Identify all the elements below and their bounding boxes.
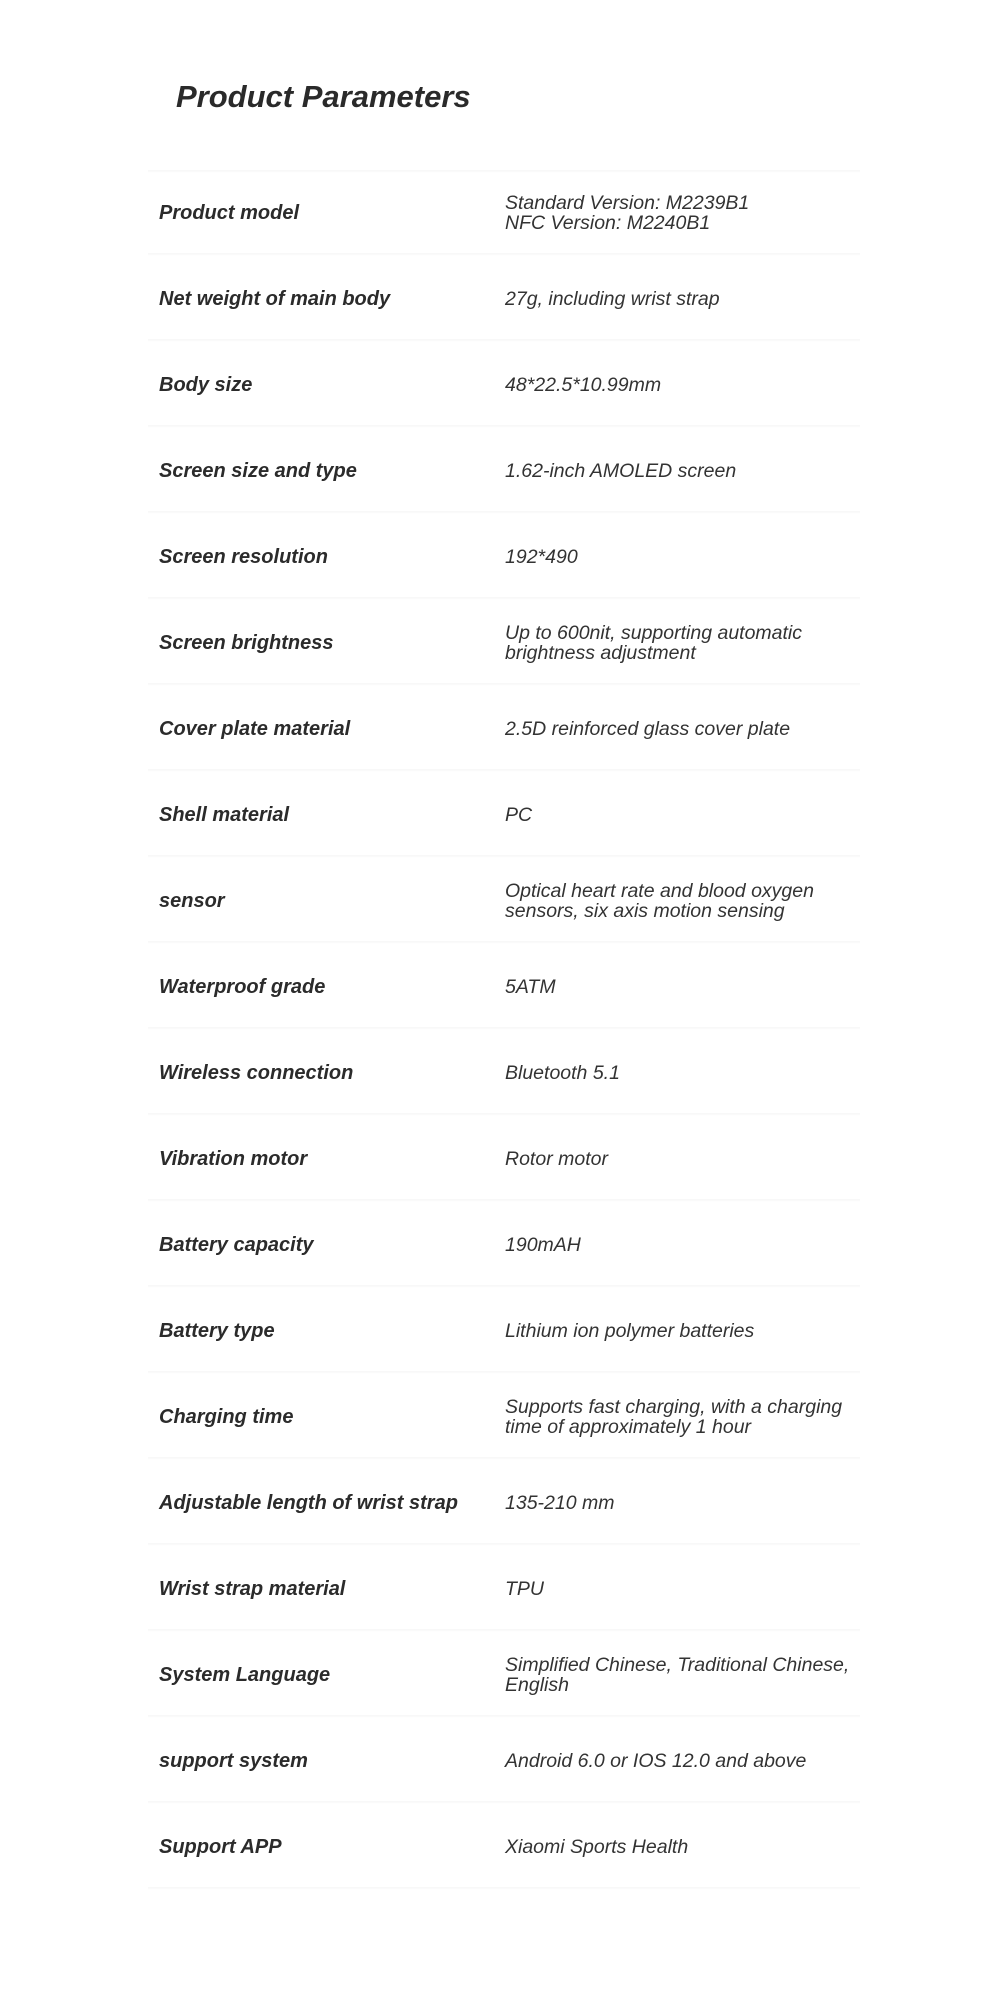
table-row — [148, 342, 860, 428]
table-row — [148, 686, 860, 772]
param-label: sensor — [159, 890, 225, 912]
param-value: PC — [505, 804, 533, 826]
table-row — [148, 170, 860, 256]
param-value: 1.62-inch AMOLED screen — [505, 460, 737, 482]
param-value: 27g, including wrist strap — [505, 288, 720, 310]
param-label: Screen resolution — [159, 546, 328, 568]
table-row — [148, 858, 860, 944]
param-value: Supports fast charging, with a charging time of approximately 1 hour — [505, 1396, 843, 1438]
param-value: TPU — [505, 1578, 544, 1600]
param-label: Waterproof grade — [159, 976, 326, 998]
param-label: Shell material — [159, 804, 290, 826]
param-value: Simplified Chinese, Traditional Chinese, English — [505, 1654, 850, 1696]
table-row — [148, 944, 860, 1030]
param-label: Support APP — [159, 1836, 282, 1858]
table-row — [148, 1202, 860, 1288]
param-value: 135-210 mm — [505, 1492, 615, 1514]
param-value: 192*490 — [505, 546, 578, 568]
table-row — [148, 1374, 860, 1460]
param-value: Lithium ion polymer batteries — [505, 1320, 755, 1342]
param-label: Body size — [159, 374, 253, 396]
param-value: 190mAH — [505, 1234, 581, 1256]
param-value: 2.5D reinforced glass cover plate — [505, 718, 791, 740]
table-row — [148, 1632, 860, 1718]
table-row — [148, 1116, 860, 1202]
table-row — [148, 1030, 860, 1116]
param-value: Bluetooth 5.1 — [505, 1062, 620, 1084]
param-value: Rotor motor — [505, 1148, 608, 1170]
param-label: support system — [159, 1750, 308, 1772]
param-label: Product model — [159, 202, 300, 224]
parameters-table — [148, 170, 860, 1890]
param-label: System Language — [159, 1664, 331, 1686]
page-title: Product Parameters — [176, 79, 471, 114]
table-row — [148, 256, 860, 342]
param-value: Xiaomi Sports Health — [505, 1836, 689, 1858]
param-value: Android 6.0 or IOS 12.0 and above — [505, 1750, 807, 1772]
table-row — [148, 1546, 860, 1632]
table-row — [148, 1718, 860, 1804]
param-value: Optical heart rate and blood oxygen sensors, six axis motion sensing — [505, 880, 814, 922]
param-label: Vibration motor — [159, 1148, 308, 1170]
param-label: Net weight of main body — [159, 288, 391, 310]
param-value: Standard Version: M2239B1 NFC Version: M2240B1 — [505, 192, 750, 234]
table-row — [148, 772, 860, 858]
param-value: 5ATM — [505, 976, 556, 998]
param-label: Cover plate material — [159, 718, 351, 740]
param-label: Battery capacity — [159, 1234, 314, 1256]
param-label: Adjustable length of wrist strap — [159, 1492, 458, 1514]
table-row — [148, 600, 860, 686]
param-label: Wireless connection — [159, 1062, 354, 1084]
param-label: Screen brightness — [159, 632, 334, 654]
param-value: 48*22.5*10.99mm — [505, 374, 662, 396]
table-row — [148, 514, 860, 600]
param-label: Battery type — [159, 1320, 275, 1342]
table-row — [148, 1288, 860, 1374]
param-label: Wrist strap material — [159, 1578, 346, 1600]
table-row — [148, 1804, 860, 1890]
param-label: Screen size and type — [159, 460, 357, 482]
table-row — [148, 428, 860, 514]
param-value: Up to 600nit, supporting automatic brightness adjustment — [505, 622, 803, 664]
param-label: Charging time — [159, 1406, 294, 1428]
table-row — [148, 1460, 860, 1546]
